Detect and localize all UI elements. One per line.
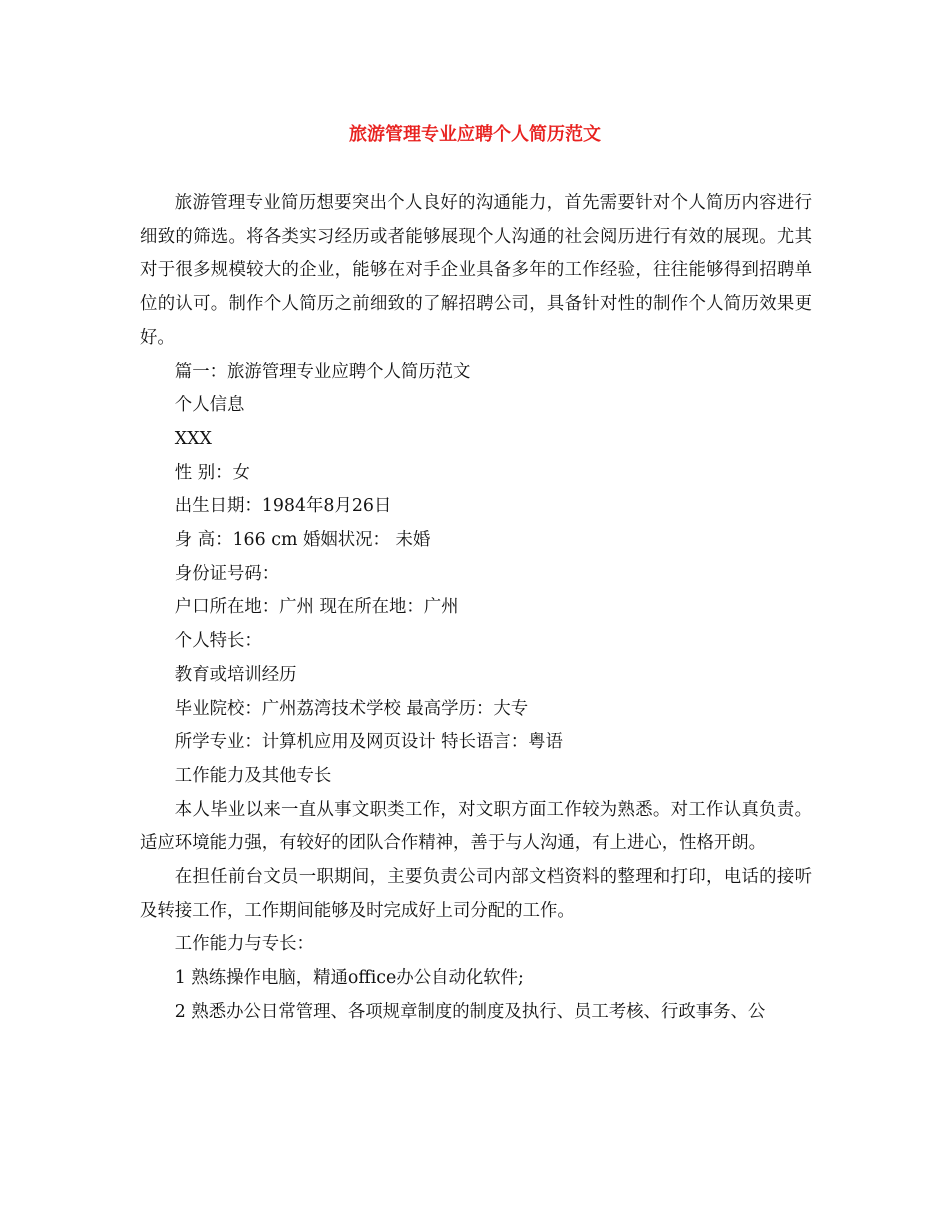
- paragraph-id-number: 身份证号码：: [174, 563, 280, 584]
- paragraph-gender: 性 别：女: [174, 462, 250, 483]
- paragraph-front-desk: 在担任前台文员一职期间，主要负责公司内部文档资料的整理和打印，电话的接听及转接工作，工作期间能够及时完成好上司分配的工作。: [140, 867, 812, 921]
- paragraph-major: 所学专业：计算机应用及网页设计 特长语言：粤语: [174, 732, 563, 753]
- paragraph-ability-1: 1 熟练操作电脑，精通office办公自动化软件;: [174, 968, 524, 989]
- paragraph-specialties: 个人特长：: [174, 631, 262, 652]
- paragraph-education-heading: 教育或培训经历: [174, 664, 297, 685]
- document-title: 旅游管理专业应聘个人简历范文: [349, 124, 601, 145]
- paragraph-skills-heading: 工作能力及其他专长: [174, 765, 332, 786]
- paragraph-ability-2: 2 熟悉办公日常管理、各项规章制度的制度及执行、员工考核、行政事务、公: [174, 1001, 766, 1022]
- paragraph-residence: 户口所在地：广州 现在所在地：广州: [174, 597, 459, 618]
- paragraph-school: 毕业院校：广州荔湾技术学校 最高学历：大专: [174, 698, 529, 719]
- paragraph-work-summary: 本人毕业以来一直从事文职类工作，对文职方面工作较为熟悉。对工作认真负责。适应环境能力强，有较好的团队合作精神，善于与人沟通，有上进心，性格开朗。: [140, 799, 812, 854]
- paragraph-abilities-heading: 工作能力与专长：: [174, 934, 314, 955]
- paragraph-height-marital: 身 高：166 cm 婚姻状况： 未婚: [174, 530, 431, 551]
- paragraph-birth-date: 出生日期：1984年8月26日: [174, 496, 392, 517]
- paragraph-name: XXX: [174, 428, 212, 449]
- paragraph-section-heading: 篇一：旅游管理专业应聘个人简历范文: [174, 361, 471, 382]
- document-body: [140, 187, 812, 1030]
- paragraph-personal-info-heading: 个人信息: [174, 395, 245, 416]
- paragraph-intro: 旅游管理专业简历想要突出个人良好的沟通能力，首先需要针对个人简历内容进行细致的筛选。将各类实习经历或者能够展现个人沟通的社会阅历进行有效的展现。尤其对于很多规模较大的企业，能够在对手企业具备多年的工作经验，往往能够得到招聘单位的认可。制作个人简历之前细致的了解招聘公司，具备针对性的制作个人简历效果更好。: [140, 193, 812, 348]
